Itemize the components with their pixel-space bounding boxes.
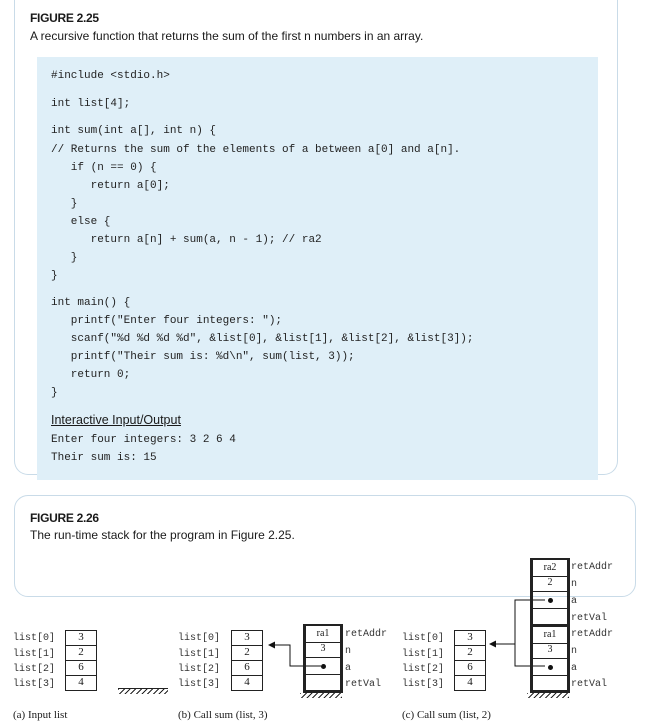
list-cell: 3 — [65, 630, 97, 646]
list-cell: 4 — [454, 675, 486, 691]
frame-retaddr: ra1 — [306, 624, 340, 643]
list-cell: 3 — [231, 630, 263, 646]
frame-label-retaddr: retAddr — [345, 629, 388, 640]
frame-label-retval: retVal — [571, 613, 608, 624]
figure-2-25-caption: A recursive function that returns the sum of the first n numbers in an array. — [30, 29, 424, 43]
list-cell: 6 — [454, 660, 486, 676]
code-line: return a[0]; — [51, 180, 170, 192]
sublabel-b: (b) Call sum (list, 3) — [178, 709, 268, 721]
list-label: list[1] — [13, 649, 56, 660]
stack-base — [118, 688, 168, 694]
sublabel-c: (c) Call sum (list, 2) — [402, 709, 491, 721]
code-line: int sum(int a[], int n) { — [51, 125, 217, 137]
frame-n: 3 — [306, 641, 340, 658]
io-heading: Interactive Input/Output — [51, 413, 181, 427]
frame-label-a: a — [571, 663, 578, 674]
frame-label-a: a — [345, 663, 352, 674]
code-line: } — [51, 387, 58, 399]
code-line: return 0; — [51, 369, 131, 381]
frame-n: 2 — [533, 575, 567, 592]
figure-2-26-number: FIGURE 2.26 — [30, 511, 99, 525]
code-line: if (n == 0) { — [51, 162, 157, 174]
pointer-dot — [321, 664, 326, 669]
list-label: list[3] — [178, 679, 221, 690]
figure-2-25-number: FIGURE 2.25 — [30, 11, 99, 25]
frame-label-a: a — [571, 596, 578, 607]
io-line: Enter four integers: 3 2 6 4 — [51, 434, 236, 446]
code-line: // Returns the sum of the elements of a between a[0] and a[n]. — [51, 144, 461, 156]
stack-frame-c — [530, 558, 570, 693]
list-label: list[2] — [13, 664, 56, 675]
stack-base — [300, 693, 342, 698]
frame-a-pointer — [533, 592, 567, 609]
code-line: printf("Enter four integers: "); — [51, 315, 283, 327]
list-label: list[1] — [178, 649, 221, 660]
frame-n: 3 — [533, 642, 567, 659]
frame-label-retaddr: retAddr — [571, 562, 614, 573]
list-cell: 2 — [65, 645, 97, 661]
list-label: list[1] — [402, 649, 445, 660]
list-cell: 6 — [65, 660, 97, 676]
stack-frame-b — [303, 624, 343, 693]
frame-label-retval: retVal — [571, 679, 608, 690]
frame-a-pointer — [306, 658, 340, 675]
figure-2-26-caption: The run-time stack for the program in Figure 2.25. — [30, 528, 295, 542]
code-line: int list[4]; — [51, 98, 131, 110]
frame-a-pointer — [533, 659, 567, 676]
list-label: list[3] — [402, 679, 445, 690]
list-label: list[2] — [402, 664, 445, 675]
frame-label-retaddr: retAddr — [571, 629, 614, 640]
code-line: return a[n] + sum(a, n - 1); // ra2 — [51, 234, 322, 246]
list-cell: 3 — [454, 630, 486, 646]
stack-base — [527, 693, 569, 698]
frame-retaddr: ra2 — [533, 558, 567, 577]
frame-retaddr: ra1 — [533, 625, 567, 644]
frame-label-n: n — [571, 579, 578, 590]
frame-label-n: n — [571, 646, 578, 657]
code-line: int main() { — [51, 297, 131, 309]
list-cell: 4 — [65, 675, 97, 691]
pointer-dot — [548, 598, 553, 603]
pointer-dot — [548, 665, 553, 670]
list-cell: 2 — [454, 645, 486, 661]
list-label: list[2] — [178, 664, 221, 675]
code-line: printf("Their sum is: %d\n", sum(list, 3)); — [51, 351, 355, 363]
code-line: else { — [51, 216, 111, 228]
list-label: list[3] — [13, 679, 56, 690]
list-cell: 4 — [231, 675, 263, 691]
frame-label-n: n — [345, 646, 352, 657]
sublabel-a: (a) Input list — [13, 709, 68, 721]
code-line: #include <stdio.h> — [51, 70, 170, 82]
list-cell: 6 — [231, 660, 263, 676]
code-line: } — [51, 252, 78, 264]
list-label: list[0] — [13, 633, 56, 644]
frame-retval — [533, 609, 567, 625]
list-label: list[0] — [178, 633, 221, 644]
list-label: list[0] — [402, 633, 445, 644]
code-line: scanf("%d %d %d %d", &list[0], &list[1], &list[2], &list[3]); — [51, 333, 474, 345]
code-line: } — [51, 270, 58, 282]
io-line: Their sum is: 15 — [51, 452, 157, 464]
list-cell: 2 — [231, 645, 263, 661]
code-line: } — [51, 198, 78, 210]
frame-label-retval: retVal — [345, 679, 382, 690]
